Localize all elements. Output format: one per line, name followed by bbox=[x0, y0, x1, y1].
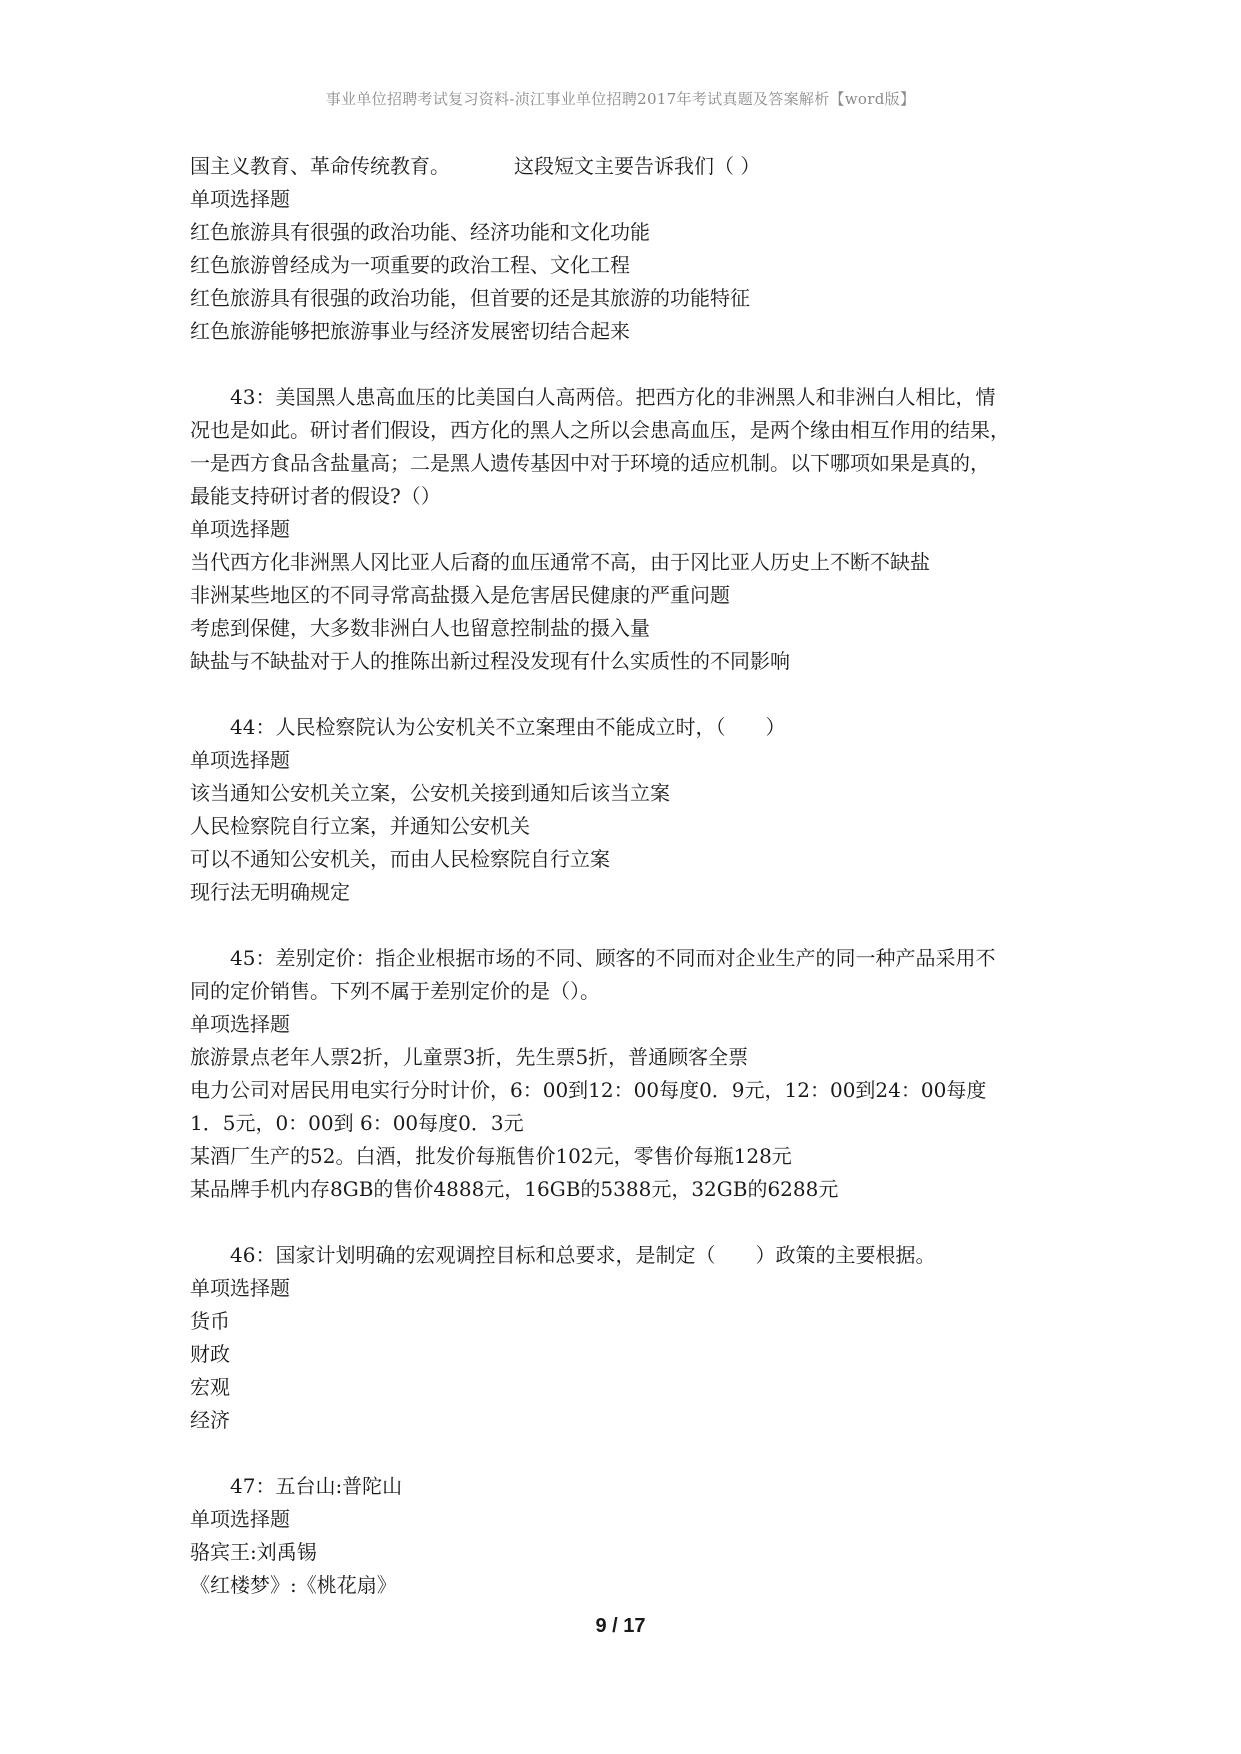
question-42-option-b: 红色旅游曾经成为一项重要的政治工程、文化工程 bbox=[190, 253, 630, 277]
question-44-type: 单项选择题 bbox=[190, 748, 290, 772]
question-46-stem: 46：国家计划明确的宏观调控目标和总要求，是制定（ ）政策的主要根据。 bbox=[230, 1243, 936, 1267]
question-42-type: 单项选择题 bbox=[190, 187, 290, 211]
question-46-option-b: 财政 bbox=[190, 1342, 230, 1366]
question-43-option-a: 当代西方化非洲黑人冈比亚人后裔的血压通常不高，由于冈比亚人历史上不断不缺盐 bbox=[190, 550, 930, 574]
question-45-option-a: 旅游景点老年人票2折，儿童票3折，先生票5折，普通顾客全票 bbox=[190, 1045, 749, 1069]
question-42-option-c: 红色旅游具有很强的政治功能，但首要的还是其旅游的功能特征 bbox=[190, 286, 750, 310]
question-47-option-a: 骆宾王:刘禹锡 bbox=[190, 1540, 317, 1564]
question-44-option-b: 人民检察院自行立案，并通知公安机关 bbox=[190, 814, 530, 838]
question-47-type: 单项选择题 bbox=[190, 1507, 290, 1531]
question-45-option-b-line-1: 电力公司对居民用电实行分时计价，6：00到12：00每度0．9元，12：00到24：00每度 bbox=[190, 1078, 987, 1102]
question-45-type: 单项选择题 bbox=[190, 1012, 290, 1036]
question-44-option-a: 该当通知公安机关立案，公安机关接到通知后该当立案 bbox=[190, 781, 670, 805]
question-47-stem: 47：五台山:普陀山 bbox=[230, 1474, 403, 1498]
question-43-option-b: 非洲某些地区的不同寻常高盐摄入是危害居民健康的严重问题 bbox=[190, 583, 730, 607]
question-43-type: 单项选择题 bbox=[190, 517, 290, 541]
question-45-option-c: 某酒厂生产的52。白酒，批发价每瓶售价102元，零售价每瓶128元 bbox=[190, 1144, 792, 1168]
page-header: 事业单位招聘考试复习资料-浈江事业单位招聘2017年考试真题及答案解析【word版】 bbox=[325, 90, 916, 108]
question-42-stem-text: 国主义教育、革命传统教育。 bbox=[190, 154, 450, 178]
question-42-stem-end bbox=[190, 150, 1070, 183]
question-46-option-c: 宏观 bbox=[190, 1375, 230, 1399]
document-body bbox=[190, 150, 1070, 1602]
question-44-option-c: 可以不通知公安机关，而由人民检察院自行立案 bbox=[190, 847, 610, 871]
question-44-option-d: 现行法无明确规定 bbox=[190, 880, 350, 904]
page-number: 9 / 17 bbox=[595, 1615, 646, 1637]
question-43-option-d: 缺盐与不缺盐对于人的推陈出新过程没发现有什么实质性的不同影响 bbox=[190, 649, 790, 673]
question-46-type: 单项选择题 bbox=[190, 1276, 290, 1300]
question-45-stem-line-2: 同的定价销售。下列不属于差别定价的是（）。 bbox=[190, 979, 600, 1003]
question-47-option-b: 《红楼梦》:《桃花扇》 bbox=[190, 1573, 397, 1597]
question-45-option-d: 某品牌手机内存8GB的售价4888元，16GB的5388元，32GB的6288元 bbox=[190, 1177, 839, 1201]
question-43-stem-line-1: 43：美国黑人患高血压的比美国白人高两倍。把西方化的非洲黑人和非洲白人相比，情 bbox=[230, 385, 996, 409]
question-43-stem-line-2: 况也是如此。研讨者们假设，西方化的黑人之所以会患高血压，是两个缘由相互作用的结果， bbox=[190, 418, 1010, 442]
question-43-stem-line-4: 最能支持研讨者的假设?（） bbox=[190, 484, 441, 508]
question-43-stem-line-3: 一是西方食品含盐量高；二是黑人遗传基因中对于环境的适应机制。以下哪项如果是真的， bbox=[190, 451, 990, 475]
question-45-stem-line-1: 45：差别定价：指企业根据市场的不同、顾客的不同而对企业生产的同一种产品采用不 bbox=[230, 946, 996, 970]
question-46-option-d: 经济 bbox=[190, 1408, 230, 1432]
question-42-option-a: 红色旅游具有很强的政治功能、经济功能和文化功能 bbox=[190, 220, 650, 244]
question-46-option-a: 货币 bbox=[190, 1309, 230, 1333]
question-42-prompt: 这段短文主要告诉我们（ ） bbox=[514, 154, 761, 178]
question-45-option-b-line-2: 1．5元，0：00到 6：00每度0．3元 bbox=[190, 1111, 524, 1135]
question-43-option-c: 考虑到保健，大多数非洲白人也留意控制盐的摄入量 bbox=[190, 616, 650, 640]
question-42-option-d: 红色旅游能够把旅游事业与经济发展密切结合起来 bbox=[190, 319, 630, 343]
question-44-stem: 44：人民检察院认为公安机关不立案理由不能成立时，（ ） bbox=[230, 715, 786, 739]
